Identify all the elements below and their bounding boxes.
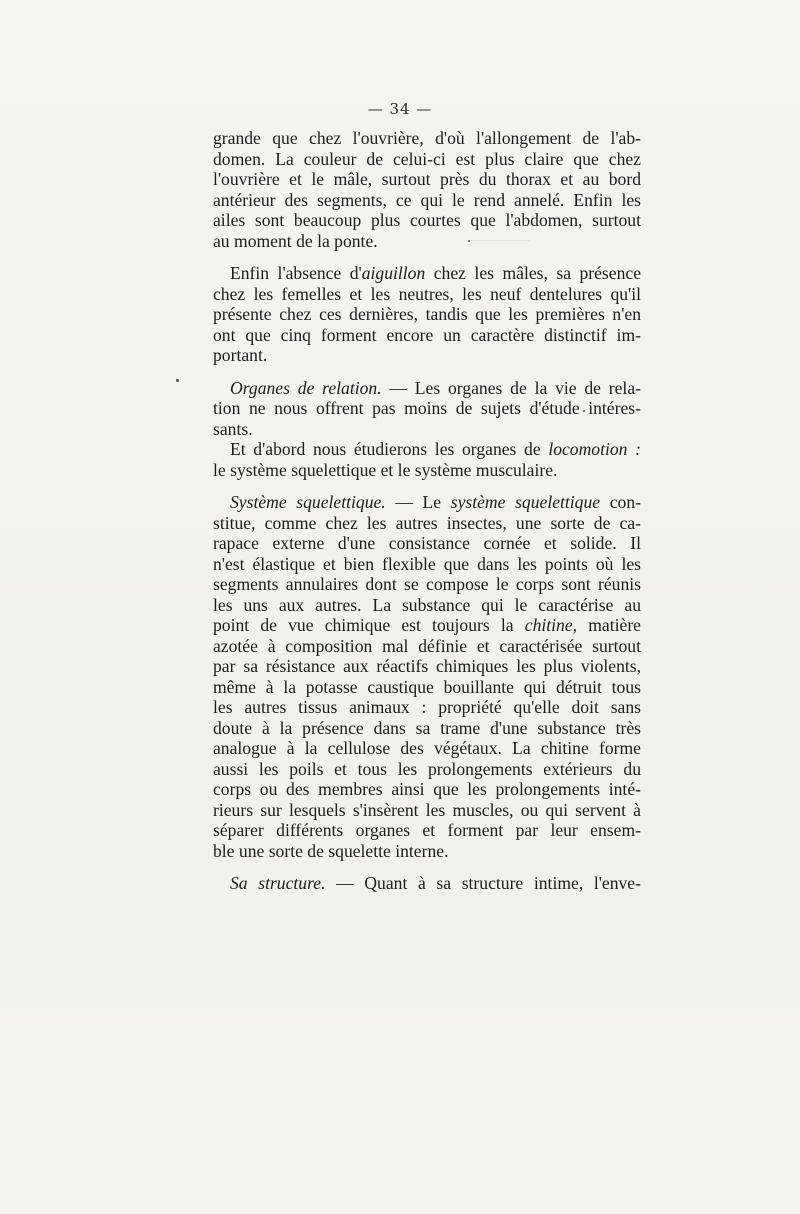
text-line: même à la potasse caustique bouillante qui détruit tous	[213, 676, 641, 697]
text-line	[213, 615, 641, 636]
text-line: grande que chez l'ouvrière, d'où l'allongement de l'ab-	[213, 128, 641, 148]
text-line: corps ou des membres ainsi que les prolongements inté-	[213, 779, 641, 799]
italic-term: système squelettique	[450, 492, 601, 512]
text-line: aussi les poils et tous les prolongements extérieurs du	[213, 758, 641, 779]
text-run: Enfin l'absence d'	[230, 263, 362, 283]
text-run: Et d'abord nous étudierons les organes de	[230, 439, 549, 459]
speck-mark	[176, 379, 179, 382]
text-line: ble une sorte de squelette interne.	[213, 840, 449, 861]
text-line: azotée à composition mal définie et caractérisée surtout	[213, 635, 641, 656]
text-run: chez les mâles, sa présence	[425, 263, 642, 283]
section-heading: Organes de relation.	[230, 377, 382, 398]
text-line: ont que cinq forment encore un caractère distinctif im-	[213, 324, 641, 345]
text-run: , matière	[572, 615, 641, 635]
text-run: — Le	[385, 492, 451, 512]
text-line: stitue, comme chez les autres insectes, une sorte de ca-	[213, 512, 641, 533]
text-line: n'est élastique et bien flexible que dans les points où les	[213, 553, 641, 574]
paragraph-4	[213, 439, 641, 480]
text-line: au moment de la ponte.	[213, 230, 378, 251]
text-line: ailes sont beaucoup plus courtes que l'abdomen, surtout	[213, 210, 641, 230]
paragraph-3	[213, 378, 641, 440]
paragraph-1	[213, 128, 641, 251]
text-line: tion ne nous offrent pas moins de sujets d'étude intéres-	[213, 398, 641, 418]
text-line: rieurs sur lesquels s'insèrent les muscles, ou qui servent à	[213, 799, 641, 820]
text-line: portant.	[213, 345, 268, 365]
text-line: les uns aux autres. La substance qui le caractérise au	[213, 594, 641, 615]
italic-term: aiguillon	[361, 263, 426, 283]
text-line	[213, 378, 641, 399]
text-line	[213, 492, 641, 513]
text-line: l'ouvrière et le mâle, surtout près du thorax et au bord	[213, 169, 641, 189]
text-line: chez les femelles et les neutres, les neuf dentelures qu'il	[213, 283, 641, 304]
text-line: analogue à la cellulose des végétaux. La chitine forme	[213, 738, 641, 758]
paragraph-5	[213, 492, 641, 861]
text-run: con-	[600, 492, 641, 512]
text-line: doute à la présence dans sa trame d'une substance très	[213, 717, 641, 738]
text-line: sants.	[213, 418, 253, 439]
text-line: le système squelettique et le système musculaire.	[213, 459, 558, 480]
italic-term: locomotion :	[548, 439, 641, 459]
text-line	[213, 439, 641, 460]
text-line: présente chez ces dernières, tandis que les premières n'en	[213, 304, 641, 324]
paragraph-6	[213, 873, 641, 894]
italic-term: chitine	[524, 615, 573, 635]
text-run: point de vue chimique est toujours la	[213, 615, 525, 635]
text-line: séparer différents organes et forment par leur ensem-	[213, 820, 641, 840]
paragraph-2	[213, 263, 641, 366]
text-line: antérieur des segments, ce qui le rend annelé. Enfin les	[213, 189, 641, 210]
body-text	[213, 128, 641, 894]
text-line: segments annulaires dont se compose le corps sont réunis	[213, 574, 641, 594]
text-line: par sa résistance aux réactifs chimiques les plus violents,	[213, 656, 641, 676]
text-line: rapace externe d'une consistance cornée et solide. Il	[213, 533, 641, 553]
text-line	[213, 873, 641, 894]
text-run: — Les organes de la vie de rela-	[381, 377, 641, 398]
text-line	[213, 263, 641, 284]
page-number: — 34 —	[367, 100, 433, 118]
text-line: domen. La couleur de celui-ci est plus claire que chez	[213, 148, 641, 169]
section-heading: Système squelettique.	[230, 492, 386, 512]
section-heading: Sa structure.	[230, 873, 326, 893]
text-run: — Quant à sa structure intime, l'enve-	[325, 873, 641, 893]
text-line: les autres tissus animaux : propriété qu'elle doit sans	[213, 697, 641, 717]
